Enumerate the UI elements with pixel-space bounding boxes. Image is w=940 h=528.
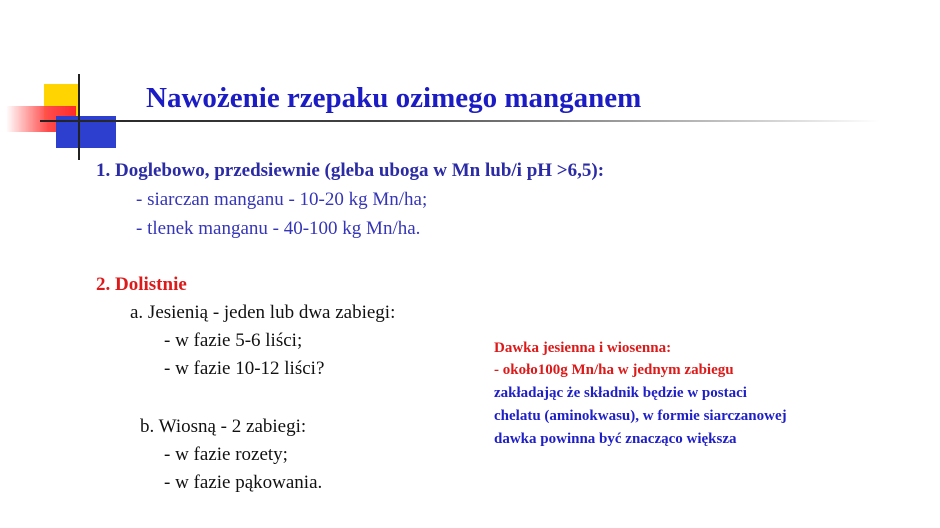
note-line: chelatu (aminokwasu), w formie siarczanowej (494, 408, 787, 424)
note-line: zakładając że składnik będzie w postaci (494, 385, 747, 401)
note-heading: Dawka jesienna i wiosenna: (494, 340, 672, 356)
section2-b-item: - w fazie pąkowania. (164, 472, 323, 493)
section1-item: - tlenek manganu - 40-100 kg Mn/ha. (136, 218, 421, 239)
section2-b-item: - w fazie rozety; (164, 444, 288, 465)
section2-a-item: - w fazie 5-6 liści; (164, 330, 303, 351)
section2-a-item: - w fazie 10-12 liści? (164, 358, 325, 379)
section1-item: - siarczan manganu - 10-20 kg Mn/ha; (136, 189, 428, 210)
decor-horizontal-line (40, 120, 880, 122)
section2-b-label: b. Wiosną - 2 zabiegi: (140, 416, 307, 437)
note-dose-line: - około100g Mn/ha w jednym zabiegu (494, 362, 734, 378)
section1-heading: 1. Doglebowo, przedsiewnie (gleba uboga w Mn lub/i pH >6,5): (96, 160, 605, 181)
decor-vertical-line (78, 74, 80, 160)
section2-heading: 2. Dolistnie (96, 274, 187, 295)
note-line: dawka powinna być znacząco większa (494, 431, 737, 447)
section2-a-label: a. Jesienią - jeden lub dwa zabiegi: (130, 302, 396, 323)
slide-title: Nawożenie rzepaku ozimego manganem (146, 82, 642, 114)
